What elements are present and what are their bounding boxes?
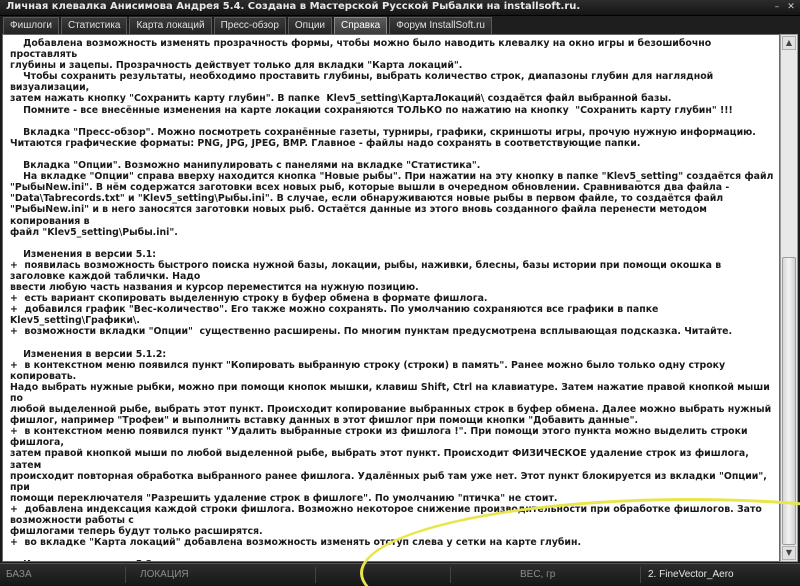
tab-press-review[interactable]: Пресс-обзор: [214, 17, 286, 34]
status-divider: [450, 567, 451, 583]
help-text-area[interactable]: [2, 34, 780, 562]
status-divider: [640, 567, 641, 583]
tab-fishlogs[interactable]: Фишлоги: [3, 17, 59, 34]
main-tabs: [0, 16, 800, 34]
help-text: Добавлена возможность изменять прозрачность формы, чтобы можно было наводить клевалку на окно игры и безошибочно проставлять глубины и зацепы. Прозрачность действует только для вкладки "Карта локаций". Чтобы сохранить результаты, необходимо проставить глубины, выбрать количество строк, диапазоны глубин для наглядной визуализации, затем нажать кнопку "Сохранить карту глубин". В папке Klev5_setting\КартаЛокаций\ создаётся файл выбранной базы. Помните - все внесённые изменения на карте локации сохраняются ТОЛЬКО по нажатию на кнопку "Сохранить карту глубин" !!! Вкладка "Пресс-обзор". Можно посмотреть сохранённые газеты, турниры, графики, скриншоты игры, прочую нужную информацию. Читаются графические форматы: PNG, JPG, JPEG, BMP. Главное - файлы надо сохранять в соответствующие папки. Вкладка "Опции". Возможно манипулировать с панелями на вкладке "Статистика". На вкладке "Опции" справа вверху находится кнопка "Новые рыбы". При нажатии на эту кнопку в папке "Klev5_setting" создаётся файл "РыбыNew.ini". В нём содержатся заготовки всех новых рыб, которые вышли в очередном обновлении. Сравниваются два файла - "Data\Tabrecords.txt" и "Klev5_setting\Рыбы.ini". В случае, если обнаруживаются новые рыбы в первом файле, то создаётся файл "РыбыNew.ini" и в него заносятся заготовки новых рыб. Остаётся данные из этого вновь созданного файла перенести методом копирования в файл "Klev5_setting\Рыбы.ini". Изменения в версии 5.1: + появилась возможность быстрого поиска нужной базы, локации, рыбы, наживки, блесны, базы истории при помощи окошка в заголовке каждой таблички. Надо ввести любую часть названия и курсор переместится на нужную позицию. + есть вариант скопировать выделенную строку в буфер обмена в формате фишлога. + добавился график "Вес-количество". Его также можно сохранять. По умолчанию сохраняются все графики в папке Klev5_setting\Графики\. + возможности вкладки "Опции" существенно расширены. По многим пунктам предусмотрена всплывающая подсказка. Читайте. Изменения в версии 5.1.2: + в контекстном меню появился пункт "Копировать выбранную строку (строки) в память". Ранее можно было только одну строку копировать. Надо выбрать нужные рыбки, можно при помощи кнопок мышки, клавиш Shift, Ctrl на клавиатуре. Затем нажатие правой кнопкой мыши по любой выделенной рыбе, выбрать этот пункт. Происходит копирование выбранных строк в буфер обмена. Далее можно выбрать нужный фишлог, например "Трофеи" и выполнить вставку данных в этот фишлог при помощи кнопки "Добавить данные". + в контекстном меню появился пункт "Удалить выбранные строки из фишлога !". При помощи этого пункта можно выделить строки фишлога, затем правой кнопкой мыши по любой выделенной рыбе, выбрать этот пункт. Происходит ФИЗИЧЕСКОЕ удаление строк из фишлога, затем происходит повторная обработка выбранного ранее фишлога. Удалённых рыб там уже нет. Этот пункт блокируется из вкладки "Опции", при помощи переключателя "Разрешить удаление строк в фишлоге". По умолчанию "птичка" не стоит. + добавлена индексация каждой строки фишлога. Возможно некоторое снижение производительности при обработке фишлогов. Зато возможности работы с фишлогами теперь будут только расширятся. + во вкладке "Карта локаций" добавлена возможность изменять отступ слева у сетки на карте глубин.: [10, 38, 774, 549]
tab-options[interactable]: Опции: [288, 17, 332, 34]
tab-statistics[interactable]: Статистика: [61, 17, 128, 34]
tab-location-map[interactable]: Карта локаций: [129, 17, 211, 34]
status-skin: 2. FineVector_Aero: [648, 569, 734, 580]
minimize-button[interactable]: –: [774, 2, 780, 12]
window-title: Личная клевалка Анисимова Андрея 5.4. Создана в Мастерской Русской Рыбалки на installsoft.ru.: [6, 1, 581, 12]
status-weight: ВЕС, гр: [520, 569, 556, 580]
close-button[interactable]: ✕: [787, 2, 795, 12]
status-bar: [0, 563, 800, 586]
tab-forum[interactable]: Форум InstallSoft.ru: [389, 17, 492, 34]
tab-help[interactable]: Справка: [334, 17, 387, 34]
status-divider: [315, 567, 316, 583]
status-base: БАЗА: [6, 569, 32, 580]
status-divider: [125, 567, 126, 583]
window-titlebar: [0, 0, 800, 16]
scroll-thumb[interactable]: [782, 257, 796, 545]
window-controls: [772, 2, 796, 12]
vertical-scrollbar[interactable]: [780, 34, 798, 562]
scroll-up-icon[interactable]: ▲: [782, 36, 796, 50]
status-location: ЛОКАЦИЯ: [140, 569, 189, 580]
scroll-down-icon[interactable]: ▼: [782, 546, 796, 560]
